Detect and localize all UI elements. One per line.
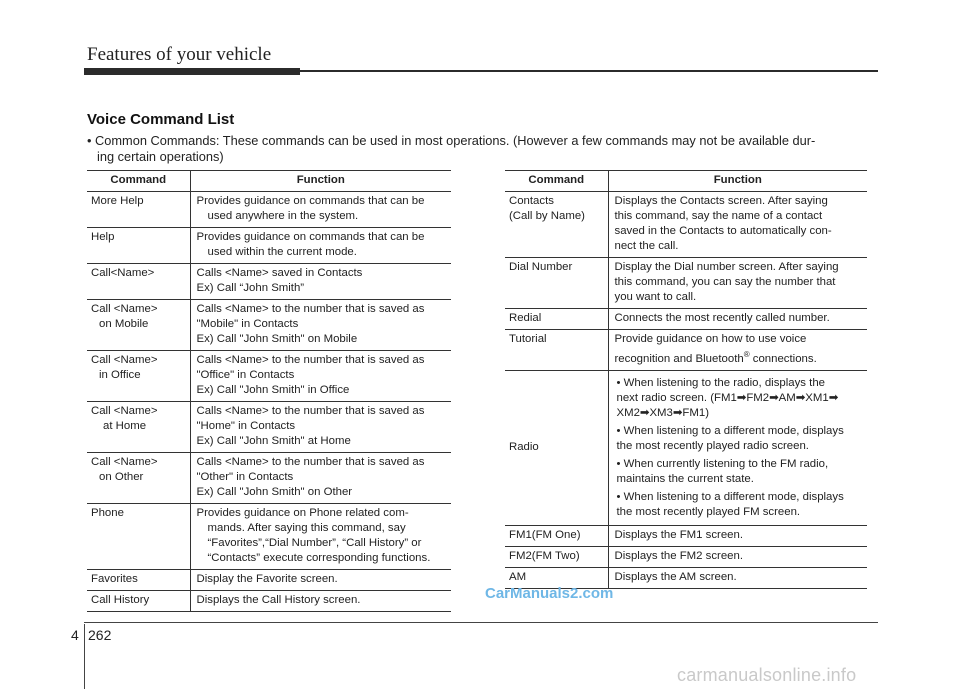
command-text: Favorites bbox=[91, 573, 138, 585]
radio-bullet bbox=[615, 424, 864, 454]
command-text: Help bbox=[91, 231, 115, 243]
function-text: • When listening to the radio, displays the bbox=[616, 376, 826, 389]
header-rule bbox=[300, 70, 878, 72]
function-text: Provide guidance on how to use voice bbox=[614, 333, 807, 345]
table-row bbox=[505, 192, 867, 258]
table-row bbox=[87, 453, 451, 504]
function-text: Provides guidance on commands that can be bbox=[196, 231, 425, 243]
intro-text bbox=[87, 133, 879, 165]
command-text: Contacts bbox=[509, 195, 554, 207]
header-function: Function bbox=[608, 171, 867, 192]
function-text: "Home" in Contacts bbox=[196, 420, 296, 432]
function-text: Displays the Contacts screen. After saying bbox=[614, 195, 828, 207]
command-text: AM bbox=[509, 570, 527, 583]
function-text: next radio screen. (FM1➡FM2➡AM➡XM1➡ bbox=[616, 391, 839, 404]
command-text: Tutorial bbox=[509, 333, 547, 345]
command-text: in Office bbox=[99, 369, 141, 381]
table-row bbox=[505, 546, 867, 567]
function-text: Calls <Name> to the number that is saved as bbox=[196, 354, 425, 366]
function-text: XM2➡XM3➡FM1) bbox=[616, 406, 710, 419]
right-command-table bbox=[505, 170, 867, 589]
header-title: Features of your vehicle bbox=[87, 44, 272, 65]
command-text: FM2(FM Two) bbox=[509, 549, 580, 562]
table-row bbox=[505, 525, 867, 546]
function-text: Connects the most recently called number. bbox=[614, 312, 830, 324]
function-text: Ex) Call "John Smith" on Mobile bbox=[196, 333, 358, 345]
function-text: Displays the FM2 screen. bbox=[614, 549, 744, 562]
command-text: on Mobile bbox=[99, 318, 149, 330]
header-bar bbox=[84, 68, 300, 75]
function-text: the most recently played FM screen. bbox=[616, 505, 801, 518]
table-header-row bbox=[505, 171, 867, 192]
function-text: Calls <Name> to the number that is saved as bbox=[196, 303, 425, 315]
table-row bbox=[87, 570, 451, 591]
command-text: FM1(FM One) bbox=[509, 528, 581, 541]
table-header-row bbox=[87, 171, 451, 192]
function-text: Provides guidance on Phone related com- bbox=[196, 507, 409, 519]
function-text: Ex) Call “John Smith” bbox=[196, 282, 305, 294]
table-row bbox=[87, 300, 451, 351]
function-text: Ex) Call "John Smith" on Other bbox=[196, 486, 353, 498]
table-row bbox=[505, 258, 867, 309]
page-number: 262 bbox=[88, 627, 112, 643]
command-text: Call <Name> bbox=[91, 405, 158, 417]
table-row bbox=[87, 591, 451, 612]
function-text: Ex) Call "John Smith" at Home bbox=[196, 435, 351, 447]
function-text: "Other" in Contacts bbox=[196, 471, 294, 483]
table-row bbox=[87, 504, 451, 570]
table-row bbox=[87, 351, 451, 402]
function-text: maintains the current state. bbox=[616, 472, 754, 485]
chapter-number: 4 bbox=[71, 627, 79, 643]
watermark-link[interactable]: CarManuals2.com bbox=[485, 585, 614, 602]
table-row bbox=[505, 309, 867, 330]
command-text: on Other bbox=[99, 471, 144, 483]
table-row bbox=[87, 192, 451, 228]
footer-rule bbox=[84, 622, 878, 623]
function-text: you want to call. bbox=[614, 291, 697, 303]
site-watermark: carmanualsonline.info bbox=[677, 665, 857, 685]
function-text: • When listening to a different mode, displays bbox=[616, 424, 844, 437]
header-function: Function bbox=[190, 171, 451, 192]
function-text bbox=[615, 347, 864, 367]
command-text: Call History bbox=[91, 594, 150, 606]
function-text: saved in the Contacts to automatically con- bbox=[614, 225, 832, 237]
function-text: Displays the Call History screen. bbox=[196, 594, 361, 606]
function-text: Display the Dial number screen. After saying bbox=[614, 261, 839, 273]
table-row bbox=[505, 330, 867, 371]
command-text: Call <Name> bbox=[91, 303, 158, 315]
function-text: "Office" in Contacts bbox=[196, 369, 295, 381]
function-text: used anywhere in the system. bbox=[207, 210, 359, 222]
function-text: Ex) Call "John Smith" in Office bbox=[196, 384, 350, 396]
table-row bbox=[505, 370, 867, 525]
command-text: Call <Name> bbox=[91, 354, 158, 366]
section-title: Voice Command List bbox=[87, 111, 235, 128]
registered-mark: ® bbox=[743, 350, 750, 359]
function-text: • When listening to a different mode, displays bbox=[616, 490, 844, 503]
function-text: Displays the AM screen. bbox=[614, 570, 737, 583]
function-text: "Mobile" in Contacts bbox=[196, 318, 299, 330]
table-row bbox=[87, 402, 451, 453]
function-text: Display the Favorite screen. bbox=[196, 573, 338, 585]
function-text: Provides guidance on commands that can be bbox=[196, 195, 425, 207]
table-row bbox=[87, 264, 451, 300]
header-command: Command bbox=[87, 171, 190, 192]
command-text: Call <Name> bbox=[91, 456, 158, 468]
function-text: “Favorites”,“Dial Number”, “Call History” or bbox=[207, 537, 422, 549]
command-text: Call<Name> bbox=[91, 267, 155, 279]
function-text: “Contacts” execute corresponding functions. bbox=[207, 552, 431, 564]
function-text: nect the call. bbox=[614, 240, 679, 252]
function-text: connections. bbox=[749, 352, 817, 365]
function-text: used within the current mode. bbox=[207, 246, 357, 258]
intro-line-2: ing certain operations) bbox=[97, 149, 224, 164]
header-command: Command bbox=[505, 171, 608, 192]
function-text: Calls <Name> to the number that is saved as bbox=[196, 405, 425, 417]
command-text: Redial bbox=[509, 312, 542, 324]
function-text: this command, say the name of a contact bbox=[614, 210, 823, 222]
radio-bullet bbox=[615, 376, 864, 421]
footer-divider bbox=[84, 624, 85, 689]
function-text: the most recently played radio screen. bbox=[616, 439, 809, 452]
command-text: (Call by Name) bbox=[509, 210, 585, 222]
command-text: at Home bbox=[103, 420, 147, 432]
function-text: Displays the FM1 screen. bbox=[614, 528, 744, 541]
function-text: Calls <Name> saved in Contacts bbox=[196, 267, 363, 279]
function-text: this command, you can say the number that bbox=[614, 276, 836, 288]
function-text: mands. After saying this command, say bbox=[207, 522, 406, 534]
radio-bullet bbox=[615, 457, 864, 487]
command-text: Dial Number bbox=[509, 261, 573, 273]
command-text: Radio bbox=[509, 440, 539, 453]
left-command-table bbox=[87, 170, 451, 612]
table-row bbox=[87, 228, 451, 264]
function-text: Calls <Name> to the number that is saved as bbox=[196, 456, 425, 468]
function-text: recognition and Bluetooth bbox=[614, 352, 744, 365]
radio-bullet bbox=[615, 490, 864, 520]
command-text: Phone bbox=[91, 507, 124, 519]
function-text: • When currently listening to the FM radio, bbox=[616, 457, 829, 470]
command-text: More Help bbox=[91, 195, 144, 207]
intro-line-1: • Common Commands: These commands can be used in most operations. (However a few commands may not be available dur- bbox=[87, 133, 816, 148]
